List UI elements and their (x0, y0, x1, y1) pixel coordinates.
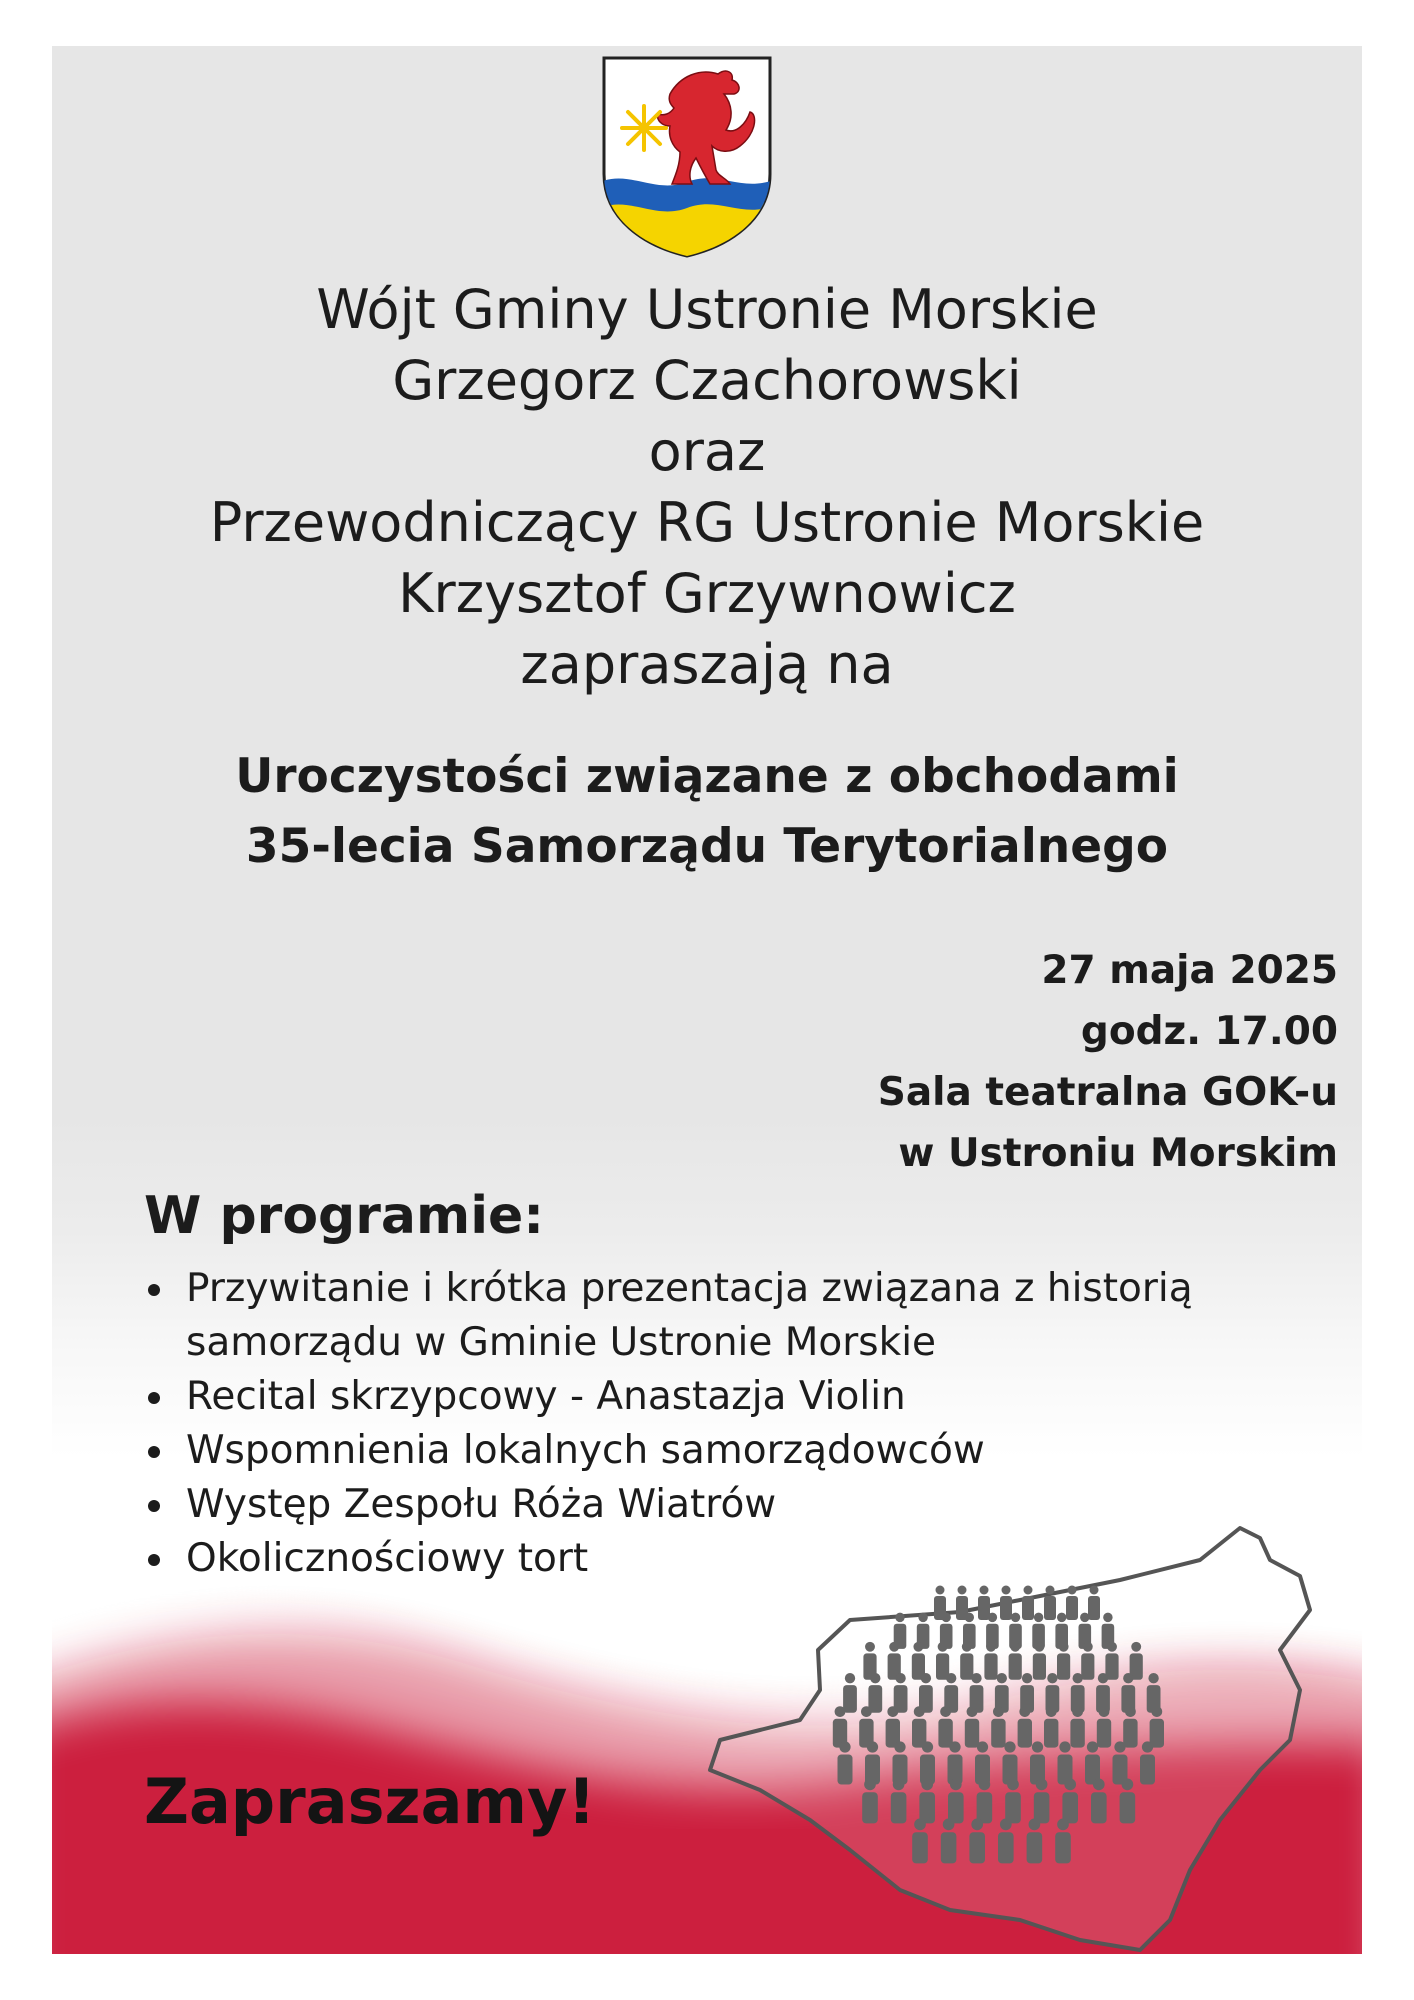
person-figure-icon (977, 1779, 993, 1824)
person-figure-icon (1055, 1819, 1071, 1864)
intro-line: Grzegorz Czachorowski (392, 349, 1022, 412)
person-figure-icon (978, 1586, 990, 1621)
person-figure-icon (975, 1741, 990, 1784)
person-figure-icon (936, 1642, 949, 1680)
person-figure-icon (912, 1819, 928, 1864)
program-item-text: Występ Zespołu Róża Wiatrów (186, 1482, 777, 1527)
event-date: 27 maja 2025 (1041, 948, 1338, 993)
intro-line: zapraszają na (520, 633, 894, 696)
person-figure-icon (1140, 1741, 1155, 1784)
person-figure-icon (1033, 1642, 1046, 1680)
person-figure-icon (1027, 1819, 1043, 1864)
event-time: godz. 17.00 (1080, 1009, 1338, 1054)
invitation-intro (52, 274, 1362, 700)
person-figure-icon (991, 1706, 1005, 1747)
person-figure-icon (938, 1706, 952, 1747)
person-figure-icon (891, 1779, 907, 1824)
person-figure-icon (1105, 1642, 1118, 1680)
person-figure-icon (1044, 1586, 1056, 1621)
person-figure-icon (1022, 1586, 1034, 1621)
person-figure-icon (1044, 1706, 1058, 1747)
person-figure-icon (920, 1741, 935, 1784)
intro-line: Krzysztof Grzywnowicz (398, 562, 1016, 625)
person-figure-icon (862, 1779, 878, 1824)
program-item (144, 1424, 1193, 1478)
event-title-line: Uroczystości związane z obchodami (235, 749, 1179, 804)
person-figure-icon (1030, 1741, 1045, 1784)
person-figure-icon (948, 1741, 963, 1784)
person-figure-icon (865, 1741, 880, 1784)
event-venue: Sala teatralna GOK-u (877, 1070, 1338, 1115)
person-figure-icon (941, 1819, 957, 1864)
person-figure-icon (1081, 1642, 1094, 1680)
person-figure-icon (1005, 1779, 1021, 1824)
person-figure-icon (886, 1706, 900, 1747)
person-figure-icon (1150, 1706, 1164, 1747)
person-figure-icon (868, 1673, 882, 1713)
person-figure-icon (1009, 1642, 1022, 1680)
person-figure-icon (1088, 1586, 1100, 1621)
person-figure-icon (1058, 1741, 1073, 1784)
person-figure-icon (1018, 1706, 1032, 1747)
person-figure-icon (893, 1741, 908, 1784)
commune-map-with-people-icon (700, 1520, 1350, 1960)
program-item (144, 1262, 1193, 1370)
person-figure-icon (843, 1673, 857, 1713)
person-figure-icon (998, 1819, 1014, 1864)
person-figure-icon (1113, 1741, 1128, 1784)
person-figure-icon (912, 1706, 926, 1747)
coat-of-arms-griffin-icon (600, 54, 774, 259)
event-place: w Ustroniu Morskim (898, 1131, 1338, 1176)
event-details (878, 940, 1338, 1184)
person-figure-icon (1000, 1586, 1012, 1621)
event-title-line: 35-lecia Samorządu Terytorialnego (245, 819, 1169, 874)
person-figure-icon (965, 1706, 979, 1747)
person-figure-icon (1066, 1586, 1078, 1621)
person-figure-icon (1097, 1706, 1111, 1747)
program-item-text: Przywitanie i krótka prezentacja związana z historią (186, 1266, 1193, 1311)
person-figure-icon (1062, 1779, 1078, 1824)
person-figure-icon (969, 1819, 985, 1864)
person-figure-icon (919, 1779, 935, 1824)
program-item-text: Recital skrzypcowy - Anastazja Violin (186, 1374, 906, 1419)
person-figure-icon (1130, 1642, 1143, 1680)
person-figure-icon (1085, 1741, 1100, 1784)
person-figure-icon (1120, 1779, 1136, 1824)
intro-line: Przewodniczący RG Ustronie Morskie (209, 491, 1205, 554)
program-item-text: Wspomnienia lokalnych samorządowców (186, 1428, 985, 1473)
person-figure-icon (1034, 1779, 1050, 1824)
program-item-text: Okolicznościowy tort (186, 1536, 589, 1581)
person-figure-icon (859, 1706, 873, 1747)
program-item (144, 1370, 1193, 1424)
program-item-text-continued: samorządu w Gminie Ustronie Morskie (186, 1320, 937, 1365)
person-figure-icon (1091, 1779, 1107, 1824)
person-figure-icon (1057, 1642, 1070, 1680)
person-figure-icon (984, 1642, 997, 1680)
person-figure-icon (1070, 1706, 1084, 1747)
person-figure-icon (838, 1741, 853, 1784)
intro-line: Wójt Gminy Ustronie Morskie (316, 278, 1098, 341)
intro-line: oraz (648, 420, 766, 483)
event-title (52, 742, 1362, 882)
person-figure-icon (960, 1642, 973, 1680)
person-figure-icon (1123, 1706, 1137, 1747)
person-figure-icon (1003, 1741, 1018, 1784)
person-figure-icon (948, 1779, 964, 1824)
person-figure-icon (894, 1673, 908, 1713)
program-heading: W programie: (144, 1186, 545, 1246)
closing-text: Zapraszamy! (144, 1765, 596, 1838)
